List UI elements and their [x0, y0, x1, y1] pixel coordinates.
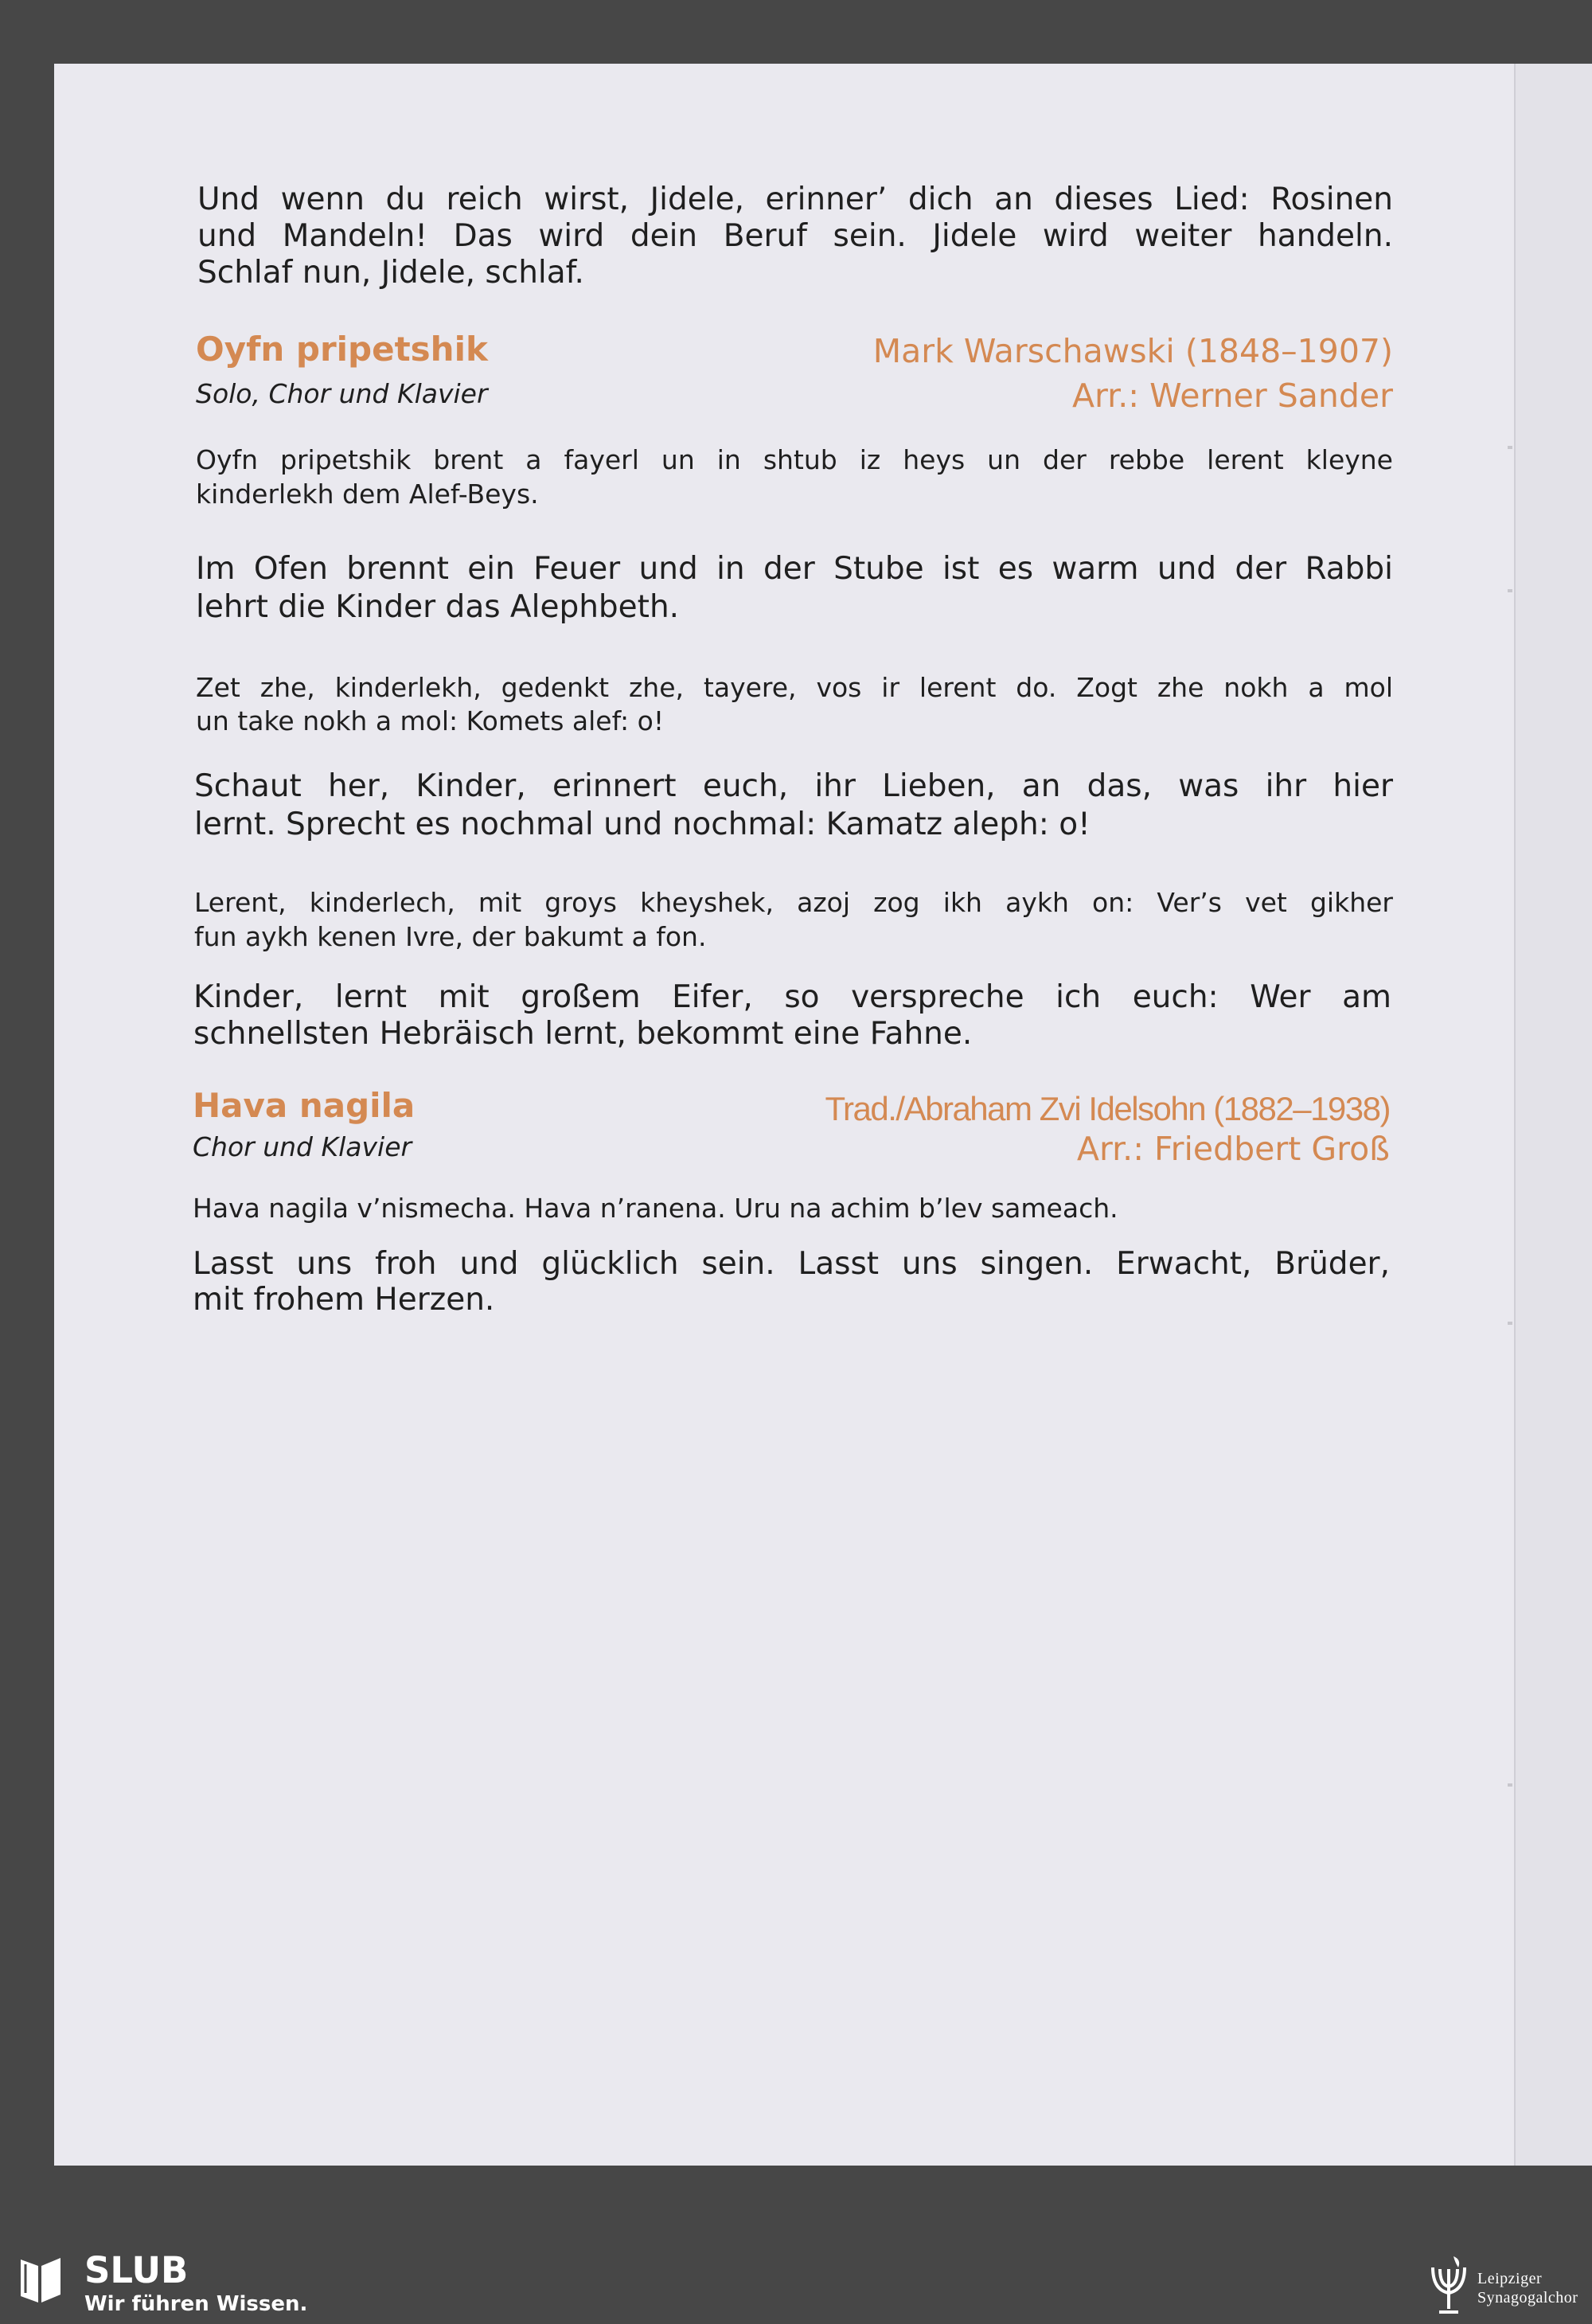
song-title: Hava nagila [193, 1086, 416, 1125]
library-name: SLUB [84, 2249, 189, 2291]
lyric-line-yiddish: Lerent, kinderlech, mit groys kheyshek, azoj zog ikh aykh on: Ver’s vet gikher [194, 887, 1393, 918]
choir-name-line1: Leipziger [1477, 2270, 1543, 2287]
menorah-emblem-icon [1426, 2253, 1471, 2315]
lyric-line-yiddish: Oyfn pripetshik brent a fayerl un in shtub iz heys un der rebbe lerent kleyne [196, 444, 1393, 475]
lyric-line-hebrew: Hava nagila v’nismecha. Hava n’ranena. Uru na achim b’lev sameach. [193, 1193, 1118, 1224]
choir-name-line2: Synagogalchor [1477, 2289, 1578, 2306]
lyric-line-yiddish: fun aykh kenen Ivre, der bakumt a fon. [194, 921, 707, 952]
song-arranger: Arr.: Werner Sander [1072, 377, 1393, 415]
lyric-line-german: Lasst uns froh und glücklich sein. Lasst uns singen. Erwacht, Brüder, [193, 1246, 1390, 1282]
intro-line: Und wenn du reich wirst, Jidele, erinner’ dich an dieses Lied: Rosinen [197, 182, 1393, 217]
song-subtitle: Solo, Chor und Klavier [196, 378, 488, 409]
lyric-line-yiddish: un take nokh a mol: Komets alef: o! [196, 705, 665, 736]
intro-line: und Mandeln! Das wird dein Beruf sein. Jidele wird weiter handeln. [197, 218, 1393, 254]
slub-book-icon [18, 2255, 64, 2306]
booklet-next-page-edge [1514, 64, 1592, 2166]
lyric-line-german: lehrt die Kinder das Alephbeth. [196, 589, 680, 625]
intro-line: Schlaf nun, Jidele, schlaf. [197, 255, 584, 291]
song-subtitle: Chor und Klavier [193, 1131, 412, 1162]
library-tagline: Wir führen Wissen. [84, 2292, 308, 2316]
lyric-line-german: schnellsten Hebräisch lernt, bekommt eine Fahne. [193, 1016, 973, 1052]
lyric-line-yiddish: kinderlekh dem Alef-Beys. [196, 478, 539, 510]
song-title: Oyfn pripetshik [196, 330, 488, 369]
song-composer: Mark Warschawski (1848–1907) [872, 332, 1393, 370]
lyric-line-german: Schaut her, Kinder, erinnert euch, ihr Lieben, an das, was ihr hier [194, 768, 1393, 804]
lyric-line-yiddish: Zet zhe, kinderlekh, gedenkt zhe, tayere, vos ir lerent do. Zogt zhe nokh a mol [196, 672, 1393, 703]
lyric-line-german: lernt. Sprecht es nochmal und nochmal: Kamatz aleph: o! [194, 807, 1091, 842]
lyric-line-german: Im Ofen brennt ein Feuer und in der Stube ist es warm und der Rabbi [196, 551, 1393, 587]
lyric-line-german: mit frohem Herzen. [193, 1282, 495, 1318]
song-arranger: Arr.: Friedbert Groß [1076, 1130, 1390, 1168]
song-composer: Trad./Abraham Zvi Idelsohn (1882–1938) [825, 1090, 1390, 1127]
lyric-line-german: Kinder, lernt mit großem Eifer, so verspreche ich euch: Wer am [193, 979, 1391, 1015]
